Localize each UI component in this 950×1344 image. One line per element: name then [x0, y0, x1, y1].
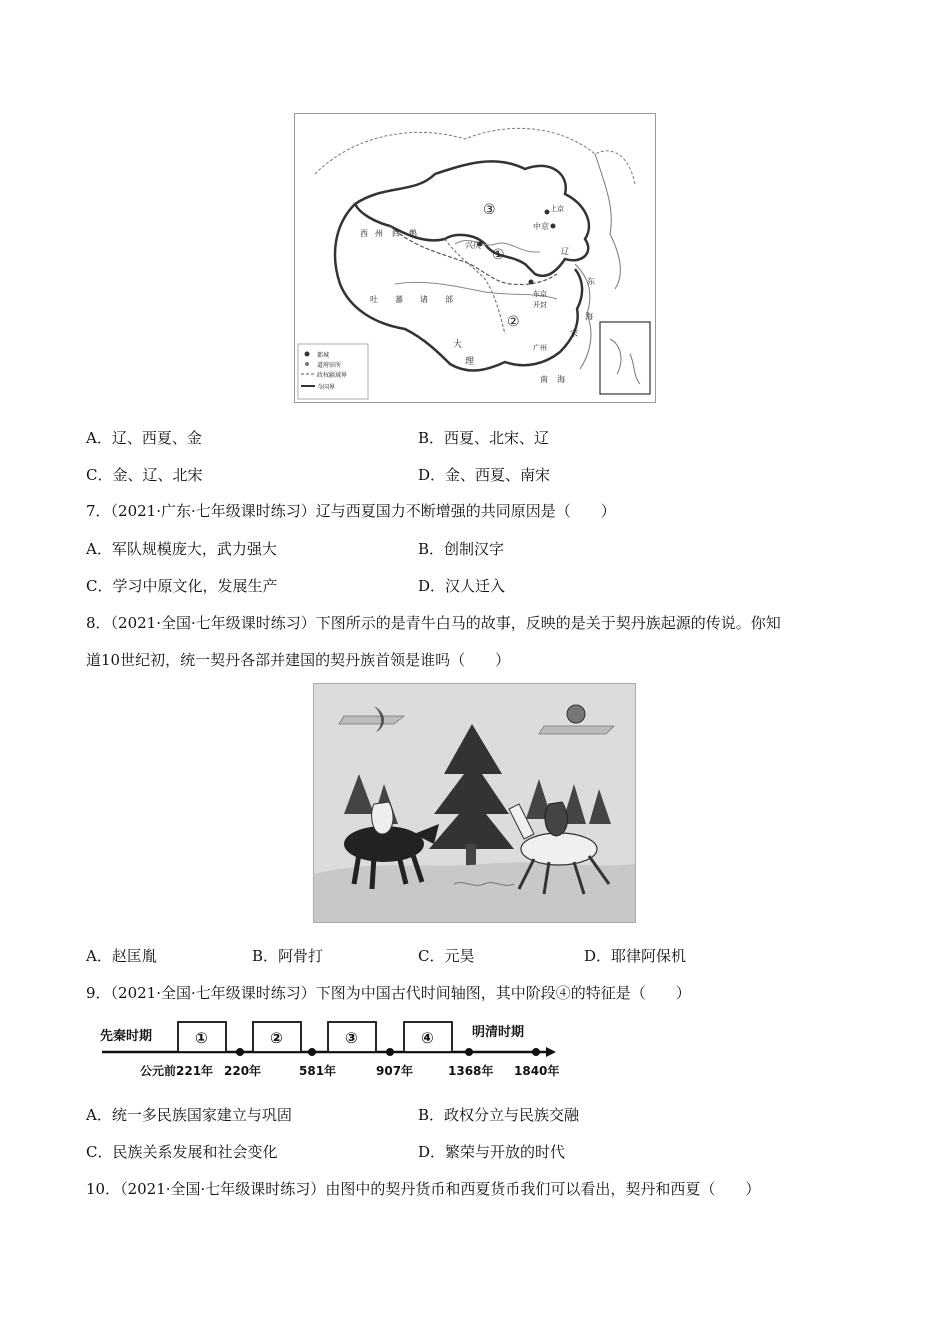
- timeline-tick-1840: 1840年: [514, 1064, 560, 1078]
- map-capital-zhongjing: [551, 224, 556, 229]
- timeline-dot-581: [308, 1048, 316, 1056]
- map-label-dong: 东: [587, 277, 595, 286]
- map-label-region-2: ②: [507, 314, 520, 330]
- timeline-tick-1368: 1368年: [448, 1064, 494, 1078]
- timeline-arrow: [546, 1047, 556, 1057]
- illustration-ox-rider: [372, 802, 393, 834]
- map-label-region-1: ①: [492, 247, 505, 263]
- song-liao-xixia-map: [294, 113, 656, 403]
- timeline-stage-4: ④: [421, 1029, 434, 1047]
- map-label-zhongjing: 中京: [533, 222, 549, 231]
- illustration-banner-left: [339, 716, 404, 724]
- q6-option-c: C．金、辽、北宋: [86, 466, 203, 484]
- map-legend-prefecture: 道府驻所: [317, 362, 342, 369]
- timeline-dot-907: [386, 1048, 394, 1056]
- map-label-li: 理: [465, 357, 475, 367]
- timeline-dot-1840: [532, 1048, 540, 1056]
- q8-option-a: A．赵匡胤: [86, 947, 157, 965]
- map-label-fan: 蕃: [395, 295, 403, 304]
- map-label-xingqing: 兴庆: [465, 241, 481, 250]
- q8-option-c: C．元昊: [418, 947, 475, 965]
- map-legend-border: 今国界: [317, 384, 336, 391]
- timeline-tick-907: 907年: [376, 1064, 414, 1078]
- map-label-xi: 西: [360, 229, 368, 238]
- q9-option-c: C．民族关系发展和社会变化: [86, 1143, 278, 1161]
- map-label-zhou: 州: [375, 229, 383, 238]
- timeline-dot-220: [236, 1048, 244, 1056]
- q8-option-d: D．耶律阿保机: [584, 947, 687, 965]
- q7-option-c: C．学习中原文化，发展生产: [86, 577, 278, 595]
- q7-option-a: A．军队规模庞大，武力强大: [86, 540, 277, 558]
- map-label-hu: 鹘: [409, 229, 417, 238]
- map-capital-shangjing: [545, 210, 550, 215]
- timeline-stage-3: ③: [345, 1029, 358, 1047]
- q9-option-a: A．统一多民族国家建立与巩固: [86, 1106, 292, 1124]
- map-legend-prefecture-symbol: [305, 362, 309, 366]
- map-legend-capital-symbol: [305, 352, 310, 357]
- map-capital-kaifeng: [529, 280, 534, 285]
- illustration-drawing: [314, 684, 635, 922]
- q6-option-b: B．西夏、北宋、辽: [418, 429, 550, 447]
- map-label-hai-south: 海: [557, 375, 565, 384]
- map-label-hui: 回: [392, 229, 400, 238]
- q6-option-a: A．辽、西夏、金: [86, 429, 202, 447]
- q9-option-b: B．政权分立与民族交融: [418, 1106, 580, 1124]
- map-legend-capital: 都城: [317, 352, 330, 359]
- map-label-liao: 辽: [561, 247, 569, 256]
- map-label-zhu: 诸: [420, 295, 428, 304]
- timeline-dot-1368: [465, 1048, 473, 1056]
- timeline-stage-2: ②: [270, 1029, 283, 1047]
- q10-stem: 10．（2021·全国·七年级课时练习）由图中的契丹货币和西夏货币我们可以看出，契丹和西夏（ ）: [86, 1180, 761, 1198]
- map-label-da: 大: [453, 340, 463, 350]
- map-drawing: [295, 114, 655, 402]
- q8-stem-line2: 道10世纪初，统一契丹各部并建国的契丹族首领是谁吗（ ）: [86, 651, 511, 669]
- map-label-dongjing: 东京: [533, 290, 547, 298]
- map-inset-frame: [600, 322, 650, 394]
- map-label-guangzhou: 广州: [533, 344, 547, 352]
- timeline-tick-221bc: 公元前221年: [140, 1064, 214, 1078]
- q8-option-b: B．阿骨打: [252, 947, 324, 965]
- map-label-shangjing: 上京: [550, 205, 564, 213]
- q9-timeline: [100, 1018, 560, 1080]
- map-label-bu: 部: [445, 295, 453, 304]
- map-label-kaifeng: 开封: [533, 301, 547, 309]
- timeline-drawing: [100, 1018, 560, 1080]
- timeline-stage-1: ①: [195, 1029, 208, 1047]
- q7-option-d: D．汉人迁入: [418, 577, 506, 595]
- illustration-horse-rider: [545, 802, 567, 836]
- q9-stem: 9．（2021·全国·七年级课时练习）下图为中国古代时间轴图，其中阶段④的特征是（ ）: [86, 984, 691, 1002]
- illustration-sun: [567, 705, 585, 723]
- map-label-hai-east: 海: [585, 312, 593, 321]
- map-legend-regime: 政权疆域界: [317, 372, 348, 379]
- q7-option-b: B．创制汉字: [418, 540, 505, 558]
- map-label-song: 宋: [570, 329, 578, 338]
- timeline-tick-220: 220年: [224, 1064, 262, 1078]
- timeline-tick-581: 581年: [299, 1064, 337, 1078]
- q9-option-d: D．繁荣与开放的时代: [418, 1143, 566, 1161]
- illustration-ground: [314, 863, 635, 922]
- map-label-tu: 吐: [370, 295, 378, 304]
- q7-stem: 7．（2021·广东·七年级课时练习）辽与西夏国力不断增强的共同原因是（ ）: [86, 502, 616, 520]
- map-label-nan: 南: [540, 375, 548, 384]
- illustration-banner-right: [539, 726, 614, 734]
- blue-ox-white-horse-illustration: [313, 683, 636, 923]
- timeline-right-label: 明清时期: [472, 1025, 525, 1040]
- timeline-left-label: 先秦时期: [100, 1029, 153, 1044]
- map-label-region-3: ③: [483, 202, 496, 218]
- q8-stem-line1: 8．（2021·全国·七年级课时练习）下图所示的是青牛白马的故事，反映的是关于契丹族起源的传说。你知: [86, 614, 781, 632]
- q6-option-d: D．金、西夏、南宋: [418, 466, 551, 484]
